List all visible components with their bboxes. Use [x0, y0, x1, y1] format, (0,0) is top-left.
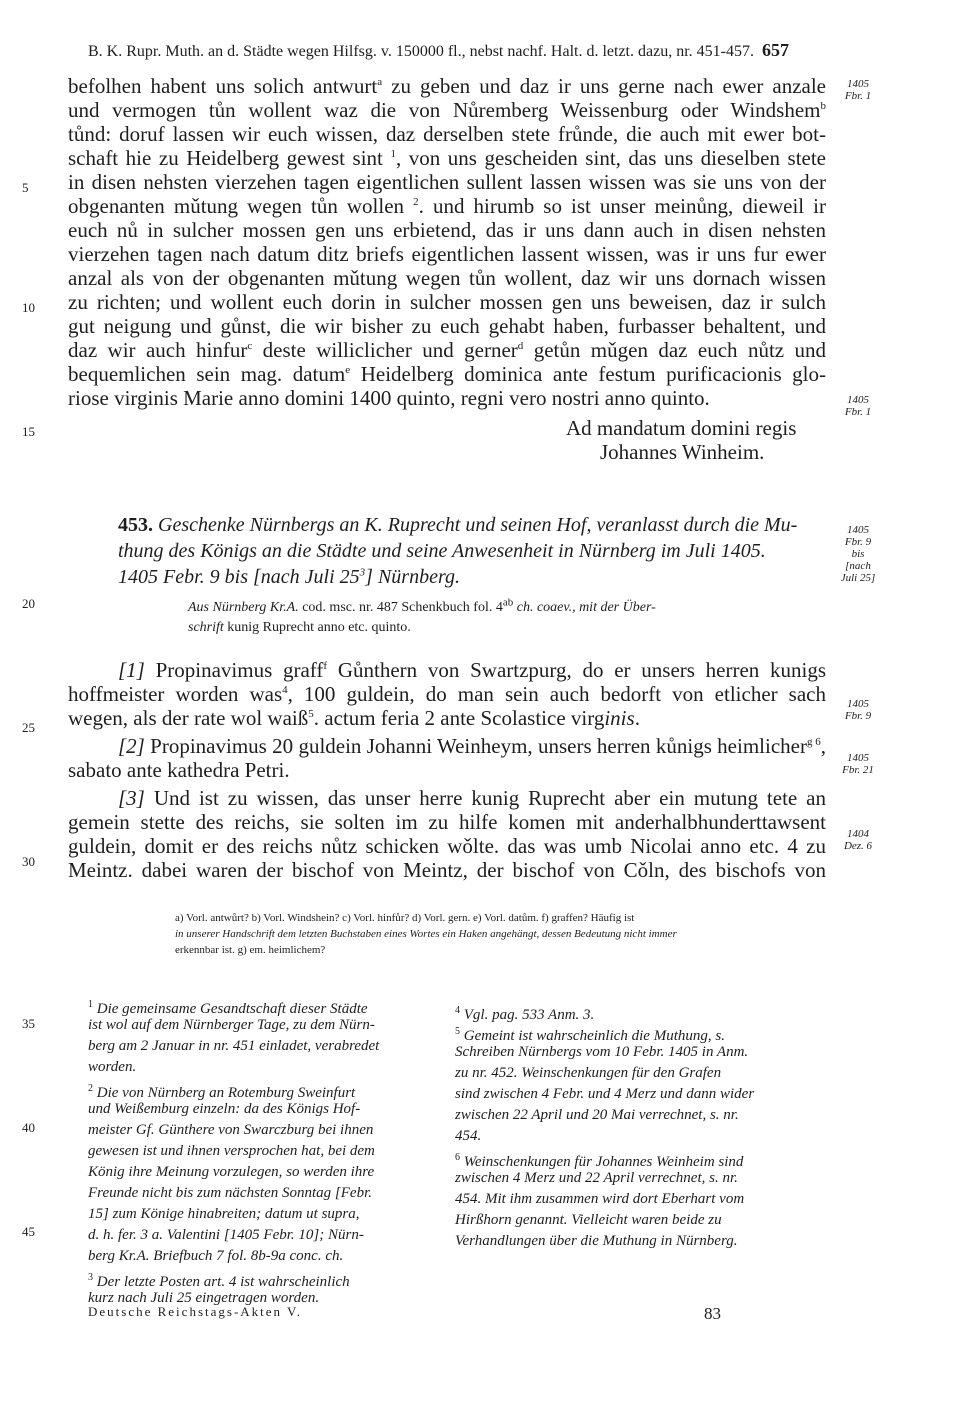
- margin-date: 1405 Fbr. 1: [844, 394, 872, 418]
- footnote-line: ist wol auf dem Nürnberger Tage, zu dem Nürn-: [88, 1017, 375, 1033]
- variant-note: in unserer Handschrift dem letzten Buchstaben eines Wortes ein Haken angehängt, dessen Bedeutung nicht immer: [175, 928, 677, 940]
- footnote-line: Hirßhorn genannt. Vielleicht waren beide zu: [455, 1212, 722, 1228]
- signature-line: Johannes Winheim.: [600, 440, 765, 464]
- text-line: sabato ante kathedra Petri.: [68, 758, 290, 782]
- footnote-line: 454. Mit ihm zusammen wird dort Eberhart vom: [455, 1191, 745, 1207]
- footnote-line: 15] zum Könige hinabreiten; datum ut supra,: [88, 1206, 360, 1222]
- text-line: bequemlichen sein mag. datum$^e$ Heidelberg dominica ante festum purificacionis glo-: [68, 362, 827, 386]
- line-number: 5: [22, 180, 29, 195]
- running-header: [88, 40, 789, 61]
- text-line: obgenanten mǔtung wegen tůn wollen $^2$. und hirumb so ist unser meinůng, dieweil ir: [68, 194, 827, 218]
- footnote-line: König ihre Meinung vorzulegen, so werden ihre: [88, 1164, 375, 1180]
- line-number: 40: [22, 1120, 35, 1135]
- footnote-line: zwischen 22 April und 20 Mai verrechnet, s. nr.: [455, 1107, 739, 1123]
- variant-note: erkennbar ist. g) em. heimlichem?: [175, 944, 326, 956]
- text-line: zu richten; und wollent euch dorin in sulcher mossen gen uns beweisen, daz ir sulch: [68, 290, 826, 314]
- footnote-line: $^4$ Vgl. pag. 533 Anm. 3.: [455, 1005, 595, 1023]
- footnote-line: Verhandlungen über die Muthung in Nürnberg.: [455, 1233, 738, 1249]
- text-line: gut neigung und gůnst, die wir bisher zu euch gehabt haben, furbasser behaltent, und: [68, 314, 826, 338]
- footnote-line: meister Gf. Günthere von Swarczburg bei ihnen: [88, 1122, 374, 1138]
- line-number: 45: [22, 1224, 35, 1239]
- footnote-line: zwischen 4 Merz und 22 April verrechnet, s. nr.: [455, 1170, 738, 1186]
- line-number: 35: [22, 1016, 35, 1031]
- text-line: hoffmeister worden was$^4$, 100 guldein, do man sein auch bedorft von etlicher sach: [68, 682, 826, 706]
- text-line: anzal als von der obgenanten mǔtung wegen tůn wollent, daz wir uns dornach wissen: [68, 266, 826, 290]
- source-note: Aus Nürnberg Kr.A. cod. msc. nr. 487 Schenkbuch fol. $4^{ab}$ ch. coaev., mit der Über-: [188, 596, 656, 615]
- line-number: 20: [22, 596, 35, 611]
- line-number: 10: [22, 300, 35, 315]
- footnote-line: d. h. fer. 3 a. Valentini [1405 Febr. 10]; Nürn-: [88, 1227, 364, 1243]
- footnote-line: zu nr. 452. Weinschenkungen für den Grafen: [455, 1065, 722, 1081]
- text-line: [2] Propinavimus 20 guldein Johanni Weinheym, unsers herren kůnigs heimlicher$^{g 6}$,: [118, 734, 827, 758]
- line-number: 25: [22, 720, 35, 735]
- text-line: in disen nehsten vierzehen tagen eigentlichen sullent lassen wissen was sie uns von der: [68, 170, 826, 194]
- footnote-line: und Weißemburg einzeln: da des Königs Hof-: [88, 1101, 361, 1117]
- text-line: tůnd: doruf lassen wir euch wissen, daz derselben stete frůnde, die auch mit ewer bot-: [68, 122, 826, 146]
- footnote-line: berg Kr.A. Briefbuch 7 fol. 8b-9a conc. ch.: [88, 1248, 344, 1264]
- section-heading: 453. Geschenke Nürnbergs an K. Ruprecht und seinen Hof, veranlasst durch die Mu-: [118, 514, 798, 536]
- header-text: B. K. Rupr. Muth. an d. Städte wegen Hilfsg. v. 150000 fl., nebst nachf. Halt. d. letzt. dazu, nr. 451-457.: [88, 43, 754, 60]
- margin-date: 1405 Fbr. 9 bis [nach Juli 25]: [840, 524, 876, 584]
- margin-date: 1404 Dez. 6: [843, 828, 873, 852]
- footnote-line: Schreiben Nürnbergs vom 10 Febr. 1405 in Anm.: [455, 1044, 749, 1060]
- footnote-line: $^5$ Gemeint ist wahrscheinlich die Muthung, s.: [455, 1026, 725, 1044]
- text-line: wegen, als der rate wol waiß$^5$. actum feria 2 ante Scolastice virginis.: [68, 706, 640, 730]
- footnote-line: 454.: [455, 1128, 482, 1144]
- footnote-line: $^6$ Weinschenkungen für Johannes Weinheim sind: [455, 1152, 744, 1170]
- margin-date: 1405 Fbr. 1: [844, 78, 872, 102]
- text-line: gemein stette des reichs, sie solten im zu hilfe komen mit anderhalbhunderttawsent: [68, 810, 826, 834]
- text-line: [3] Und ist zu wissen, das unser herre kunig Ruprecht aber ein mutung tete an: [118, 786, 826, 810]
- text-line: guldein, domit er des reichs nůtz schicken wǒlte. das was umb Nicolai anno etc. 4 zu: [68, 834, 826, 858]
- margin-date: 1405 Fbr. 21: [842, 752, 874, 776]
- source-note: schrift kunig Ruprecht anno etc. quinto.: [188, 620, 411, 635]
- footnote-line: worden.: [88, 1059, 137, 1075]
- variant-note: a) Vorl. antwůrt? b) Vorl. Windshein? c) Vorl. hinfůr? d) Vorl. gern. e) Vorl. datům. f) graffen? Häufig ist: [175, 912, 635, 924]
- text-line: riose virginis Marie anno domini 1400 quinto, regni vero nostri anno quinto.: [68, 386, 710, 410]
- section-heading: 1405 Febr. 9 bis [nach Juli $25^3$] Nürnberg.: [118, 566, 460, 588]
- footnote-line: $^2$ Die von Nürnberg an Rotemburg Sweinfurt: [88, 1083, 356, 1101]
- text-line: euch nů in sulcher mossen gen uns erbietend, das ir uns dann auch in disen nehsten: [68, 218, 826, 242]
- text-line: daz wir auch hinfur$^c$ deste williclicher und gerner$^d$ getůn mǔgen daz euch nůtz und: [68, 338, 827, 362]
- text-line: schaft hie zu Heidelberg gewest sint $^1$, von uns gescheiden sint, das uns dieselben stete: [68, 146, 827, 170]
- section-heading: thung des Königs an die Städte und seine Anwesenheit in Nürnberg im Juli 1405.: [118, 540, 766, 562]
- footnote-line: gewesen ist und ihnen versprochen hat, bei dem: [88, 1143, 375, 1159]
- footnote-line: Freunde nicht bis zum nächsten Sonntag [Febr.: [88, 1185, 372, 1201]
- page-number: 657: [761, 40, 789, 60]
- footnote-line: kurz nach Juli 25 eingetragen worden.: [88, 1290, 320, 1306]
- line-number: 15: [22, 424, 35, 439]
- text-line: [1] Propinavimus graff$^f$ Gůnthern von Swartzpurg, do er unsers herren kunigs: [118, 658, 827, 682]
- text-line: vierzehen tagen nach datum ditz briefs eigentlichen lassent wissen, was ir uns fur ewer: [68, 242, 826, 266]
- text-line: und vermogen tůn wollent waz die von Nůremberg Weissenburg oder Windshem$^b$: [68, 98, 826, 122]
- footnote-line: sind zwischen 4 Febr. und 4 Merz und dann wider: [455, 1086, 755, 1102]
- footer-volume: Deutsche Reichstags-Akten V.: [88, 1304, 303, 1319]
- text-line: Meintz. dabei waren der bischof von Meintz, der bischof von Cǒln, des bischofs von: [68, 858, 826, 882]
- text-line: befolhen habent uns solich antwurt$^a$ zu geben und daz ir uns gerne nach ewer anzale: [68, 74, 826, 98]
- footnote-line: berg am 2 Januar in nr. 451 einladet, verabredet: [88, 1038, 380, 1054]
- footnote-line: $^3$ Der letzte Posten art. 4 ist wahrscheinlich: [88, 1272, 350, 1290]
- footer-sheet-number: 83: [704, 1304, 721, 1323]
- signature-line: Ad mandatum domini regis: [566, 416, 797, 440]
- footnote-line: $^1$ Die gemeinsame Gesandtschaft dieser Städte: [88, 999, 368, 1017]
- margin-date: 1405 Fbr. 9: [844, 698, 872, 722]
- line-number: 30: [22, 854, 35, 869]
